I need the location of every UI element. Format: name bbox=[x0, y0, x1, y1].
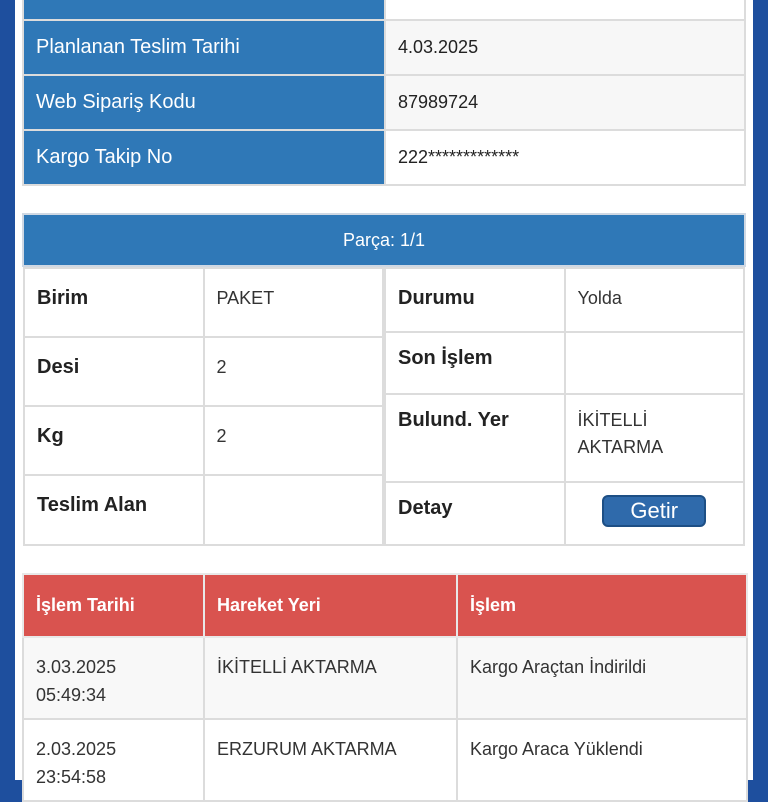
info-row bbox=[23, 75, 745, 130]
kg-value: 2 bbox=[204, 406, 384, 475]
shipment-info-table bbox=[22, 0, 746, 186]
getir-button[interactable]: Getir bbox=[602, 495, 706, 527]
info-label bbox=[23, 0, 385, 20]
receiver-label: Teslim Alan bbox=[24, 475, 204, 545]
parcel-left-table bbox=[23, 267, 384, 546]
place-cell: ERZURUM AKTARMA bbox=[204, 719, 457, 801]
location-label: Bulund. Yer bbox=[385, 394, 565, 482]
receiver-value bbox=[204, 475, 384, 545]
parcel-table bbox=[22, 213, 746, 546]
table-row bbox=[23, 719, 747, 801]
parcel-title: Parça: 1/1 bbox=[23, 214, 745, 266]
detail-label: Detay bbox=[385, 482, 565, 545]
col-date-header: İşlem Tarihi bbox=[23, 574, 204, 637]
kg-label: Kg bbox=[24, 406, 204, 475]
unit-label: Birim bbox=[24, 268, 204, 337]
col-action-header: İşlem bbox=[457, 574, 747, 637]
desi-label: Desi bbox=[24, 337, 204, 406]
table-row bbox=[23, 637, 747, 719]
movements-header-row bbox=[23, 574, 747, 637]
tracking-no-label: Kargo Takip No bbox=[23, 130, 385, 185]
date-cell bbox=[23, 637, 204, 719]
time: 23:54:58 bbox=[36, 767, 107, 787]
last-action-value bbox=[565, 332, 745, 394]
time: 05:49:34 bbox=[36, 685, 107, 705]
planned-delivery-value: 4.03.2025 bbox=[385, 20, 745, 75]
planned-delivery-label: Planlanan Teslim Tarihi bbox=[23, 20, 385, 75]
info-value bbox=[385, 0, 745, 20]
status-value: Yolda bbox=[565, 268, 745, 332]
last-action-label: Son İşlem bbox=[385, 332, 565, 394]
status-label: Durumu bbox=[385, 268, 565, 332]
info-row bbox=[23, 130, 745, 185]
web-order-code-value: 87989724 bbox=[385, 75, 745, 130]
date: 3.03.2025 bbox=[36, 657, 117, 677]
col-place-header: Hareket Yeri bbox=[204, 574, 457, 637]
action-cell: Kargo Araca Yüklendi bbox=[457, 719, 747, 801]
desi-value: 2 bbox=[204, 337, 384, 406]
web-order-code-label: Web Sipariş Kodu bbox=[23, 75, 385, 130]
parcel-right-table bbox=[384, 267, 745, 546]
date: 2.03.2025 bbox=[36, 739, 117, 759]
location-value: İKİTELLİ AKTARMA bbox=[565, 394, 745, 482]
place-cell: İKİTELLİ AKTARMA bbox=[204, 637, 457, 719]
unit-value: PAKET bbox=[204, 268, 384, 337]
info-row bbox=[23, 0, 745, 20]
tracking-no-value: 222************* bbox=[385, 130, 745, 185]
info-row bbox=[23, 20, 745, 75]
action-cell: Kargo Araçtan İndirildi bbox=[457, 637, 747, 719]
date-cell bbox=[23, 719, 204, 801]
